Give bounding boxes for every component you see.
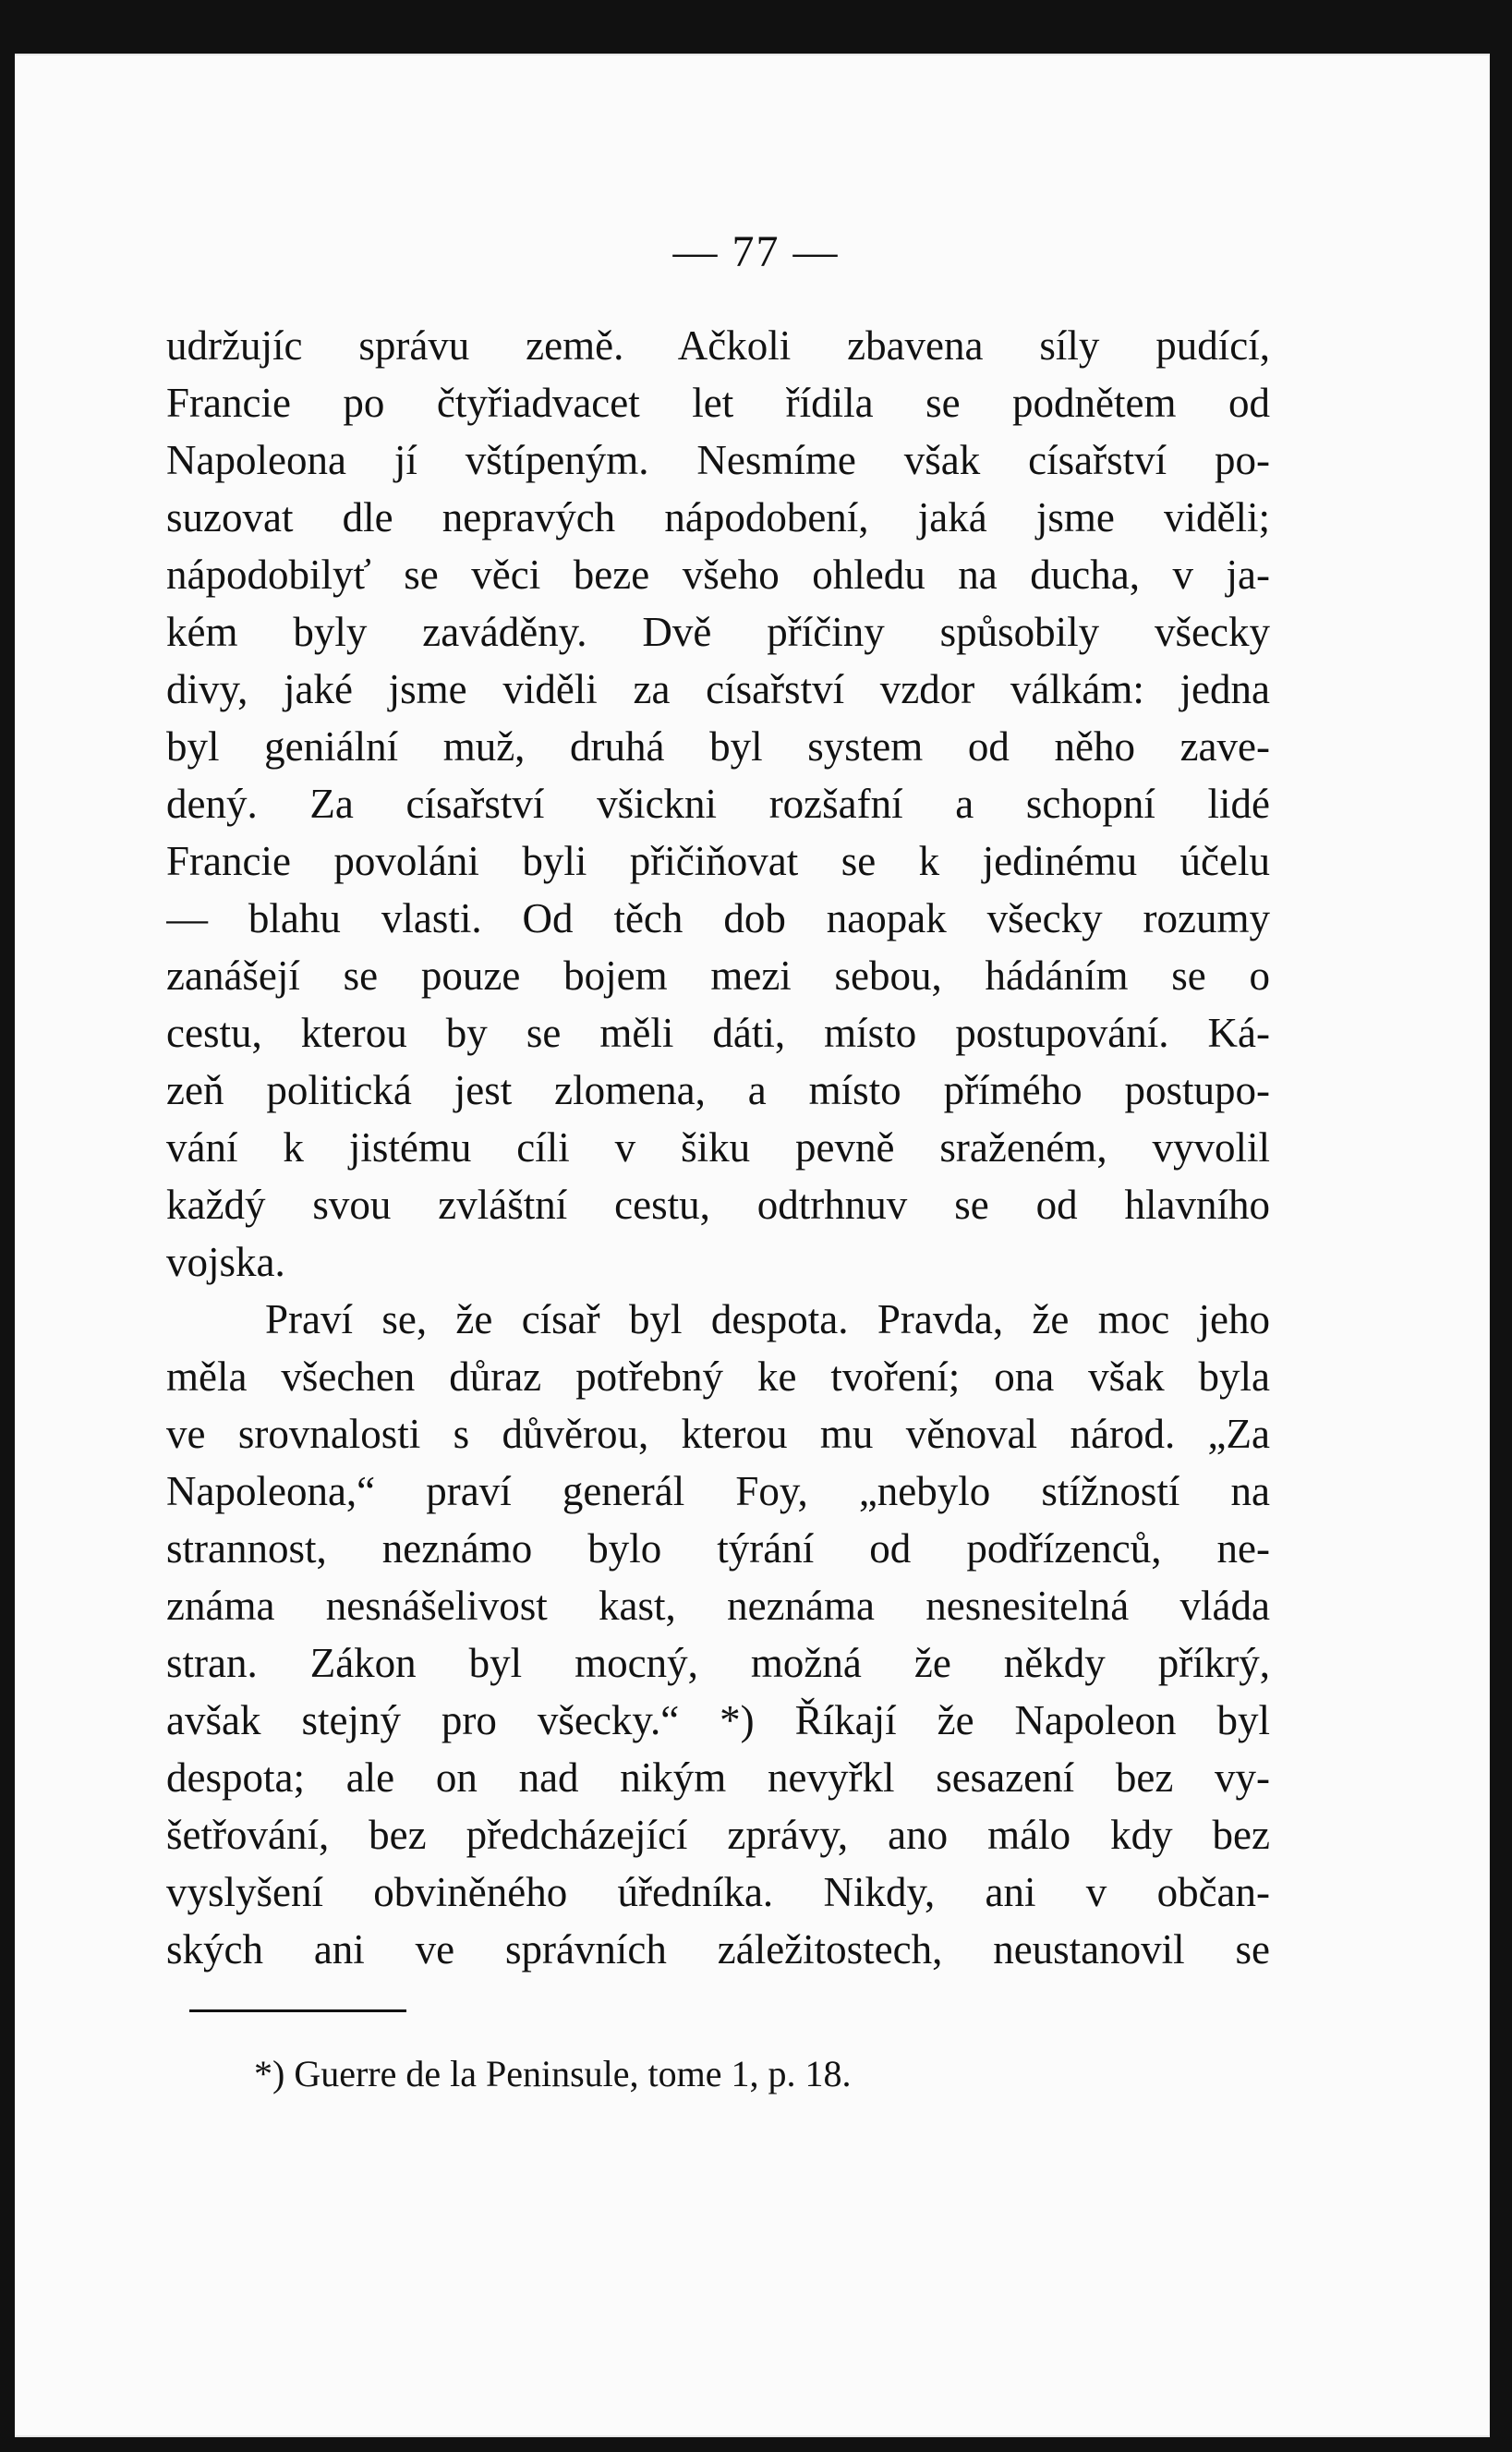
text-line: Francie po čtyřiadvacet let řídila se podnětem od [166, 380, 1270, 426]
right-scan-edge [1490, 0, 1512, 2452]
text-line: ve srovnalosti s důvěrou, kterou mu věnoval národ. „Za [166, 1411, 1270, 1457]
text-line: vojska. [166, 1239, 285, 1285]
text-line: cestu, kterou by se měli dáti, místo postupování. Ká- [166, 1010, 1270, 1056]
text-line: dený. Za císařství všickni rozšafní a schopní lidé [166, 781, 1270, 827]
text-line: zanášejí se pouze bojem mezi sebou, hádáním se o [166, 953, 1270, 999]
text-line: vání k jistému cíli v šiku pevně sraženém, vyvolil [166, 1124, 1270, 1171]
text-line: byl geniální muž, druhá byl system od něho zave- [166, 723, 1270, 770]
text-line: — blahu vlasti. Od těch dob naopak všecky rozumy [166, 895, 1270, 941]
text-line: avšak stejný pro všecky.“ *) Říkají že Napoleon byl [166, 1697, 1270, 1743]
text-line: Praví se, že císař byl despota. Pravda, že moc jeho [265, 1296, 1270, 1342]
text-line: ských ani ve správních záležitostech, neustanovil se [166, 1926, 1270, 1973]
text-line: kém byly zaváděny. Dvě příčiny spůsobily všecky [166, 609, 1270, 655]
text-line: vyslyšení obviněného úředníka. Nikdy, ani v občan- [166, 1869, 1270, 1915]
text-line: nápodobilyť se věci beze všeho ohledu na ducha, v ja- [166, 552, 1270, 598]
text-line: každý svou zvláštní cestu, odtrhnuv se od hlavního [166, 1182, 1270, 1228]
left-scan-edge [0, 0, 15, 2452]
text-line: známa nesnášelivost kast, neznáma nesnesitelná vláda [166, 1583, 1270, 1629]
text-line: udržujíc správu země. Ačkoli zbavena síly pudící, [166, 322, 1270, 369]
text-line: despota; ale on nad nikým nevyřkl sesazení bez vy- [166, 1754, 1270, 1801]
text-line: Napoleona jí vštípeným. Nesmíme však císařství po- [166, 437, 1270, 483]
text-line: strannost, neznámo bylo týrání od podřízenců, ne- [166, 1525, 1270, 1572]
text-line: divy, jaké jsme viděli za císařství vzdor válkám: jedna [166, 666, 1270, 712]
bottom-scan-edge [0, 2437, 1512, 2452]
text-line: šetřování, bez předcházející zprávy, ano málo kdy bez [166, 1812, 1270, 1858]
page-number: — 77 — [672, 227, 840, 276]
text-line: Napoleona,“ praví generál Foy, „nebylo stížností na [166, 1468, 1270, 1514]
text-line: Francie povoláni byli přičiňovat se k jedinému účelu [166, 838, 1270, 884]
footnote-divider [189, 2009, 406, 2012]
text-line: suzovat dle nepravých nápodobení, jaká jsme viděli; [166, 494, 1270, 540]
text-line: měla všechen důraz potřebný ke tvoření; ona však byla [166, 1353, 1270, 1400]
text-line: stran. Zákon byl mocný, možná že někdy příkrý, [166, 1640, 1270, 1686]
footnote: *) Guerre de la Peninsule, tome 1, p. 18. [254, 2053, 852, 2094]
text-line: zeň politická jest zlomena, a místo přímého postupo- [166, 1067, 1270, 1113]
top-scan-edge [0, 0, 1512, 54]
